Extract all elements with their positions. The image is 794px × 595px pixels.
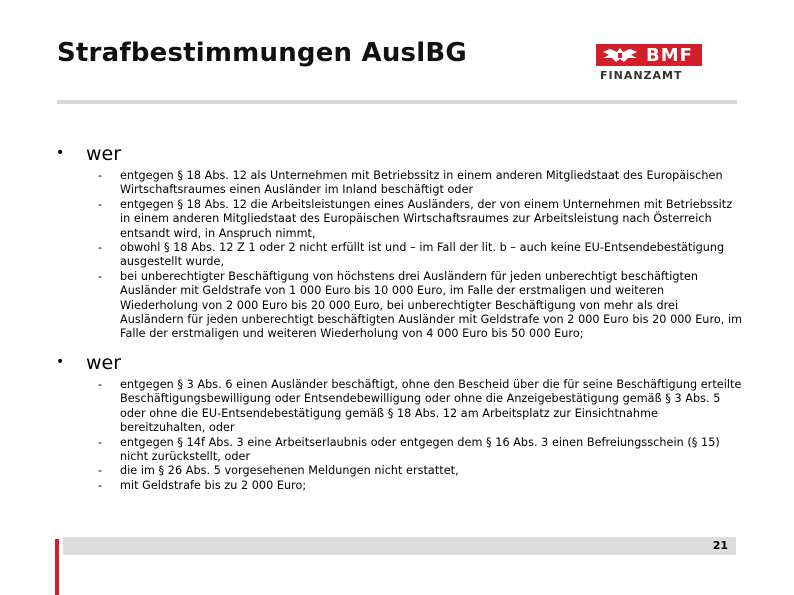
bullet-text: wer — [86, 143, 122, 165]
page-number: 21 — [712, 539, 728, 552]
list-item-text: entgegen § 18 Abs. 12 die Arbeitsleistungen eines Ausländers, der von einem Unternehmen mit Betriebssitz in einem anderen Mitgliedstaat des Europäischen Wirtschaftsraumes zur Arbeitsleistung nach Österreich entsandt wird, in Anspruch nimmt, — [120, 197, 733, 240]
logo-brand: BMF — [646, 45, 693, 66]
dash-icon: - — [98, 478, 103, 492]
list-item-text: obwohl § 18 Abs. 12 Z 1 oder 2 nicht erfüllt ist und – im Fall der lit. b – auch keine EU-Entsendebestätigung ausgestellt wurde, — [120, 241, 725, 269]
list-item-text: mit Geldstrafe bis zu 2 000 Euro; — [120, 478, 307, 492]
dash-icon: - — [98, 269, 103, 283]
list-item — [56, 378, 746, 436]
bullet-item — [56, 350, 746, 376]
logo-banner — [596, 44, 702, 66]
bmf-logo — [596, 44, 736, 84]
dash-icon: - — [98, 464, 103, 478]
eagle-icon — [600, 46, 640, 64]
dash-icon: - — [98, 377, 103, 391]
list-item — [56, 270, 746, 342]
dash-icon: - — [98, 435, 103, 449]
list-item-text: die im § 26 Abs. 5 vorgesehenen Meldungen nicht erstattet, — [120, 464, 459, 478]
sub-list — [56, 378, 746, 493]
list-item — [56, 436, 746, 465]
footer-bar — [63, 537, 736, 555]
title-divider — [57, 100, 737, 104]
list-item-text: entgegen § 3 Abs. 6 einen Ausländer beschäftigt, ohne den Bescheid über die für seine Beschäftigung erteilte Beschäftigungsbewilligung oder Entsendebewilligung oder ohne die Anzeigebestätigung gemäß § 3 Abs. 5 oder ohne die EU-Entsendebestätigung gemäß § 18 Abs. 12 am Arbeitsplatz zur Einsichtnahme bereitzuhalten, oder — [120, 377, 742, 435]
dash-icon: - — [98, 169, 103, 182]
page-title: Strafbestimmungen AuslBG — [57, 38, 467, 68]
bullet-text: wer — [86, 351, 122, 374]
logo-subtitle: FINANZAMT — [600, 69, 683, 82]
accent-bar — [55, 539, 59, 595]
dash-icon: - — [98, 241, 103, 255]
dash-icon: - — [98, 197, 103, 211]
list-item-text: entgegen § 18 Abs. 12 als Unternehmen mit Betriebssitz in einem anderen Mitgliedstaat des Europäischen Wirtschaftsraumes einen Ausländer im Inland beschäftigt oder — [120, 169, 723, 197]
list-item — [56, 479, 746, 493]
list-item — [56, 464, 746, 478]
sub-list — [56, 169, 746, 342]
list-item — [56, 241, 746, 270]
bullet-icon: • — [56, 353, 65, 370]
list-item-text: entgegen § 14f Abs. 3 eine Arbeitserlaubnis oder entgegen dem § 16 Abs. 3 einen Befreiungsschein (§ 15) nicht zurückstellt, oder — [120, 435, 720, 463]
bullet-icon: • — [56, 145, 65, 161]
bullet-item — [56, 141, 746, 167]
list-item — [56, 198, 746, 241]
slide-content — [56, 141, 746, 495]
list-item-text: bei unberechtigter Beschäftigung von höchstens drei Ausländern für jeden unberechtigt beschäftigten Ausländer mit Geldstrafe von 1 000 Euro bis 10 000 Euro, im Falle der erstmaligen und weiteren Wiederholung von 2 000 Euro bis 20 000 Euro, bei unberechtigter Beschäftigung von mehr als drei Ausländern für jeden unberechtigt beschäftigten Ausländer mit Geldstrafe von 2 000 Euro bis 20 000 Euro, im Falle der erstmaligen und weiteren Wiederholung von 4 000 Euro bis 50 000 Euro; — [120, 269, 743, 341]
list-item — [56, 169, 746, 198]
